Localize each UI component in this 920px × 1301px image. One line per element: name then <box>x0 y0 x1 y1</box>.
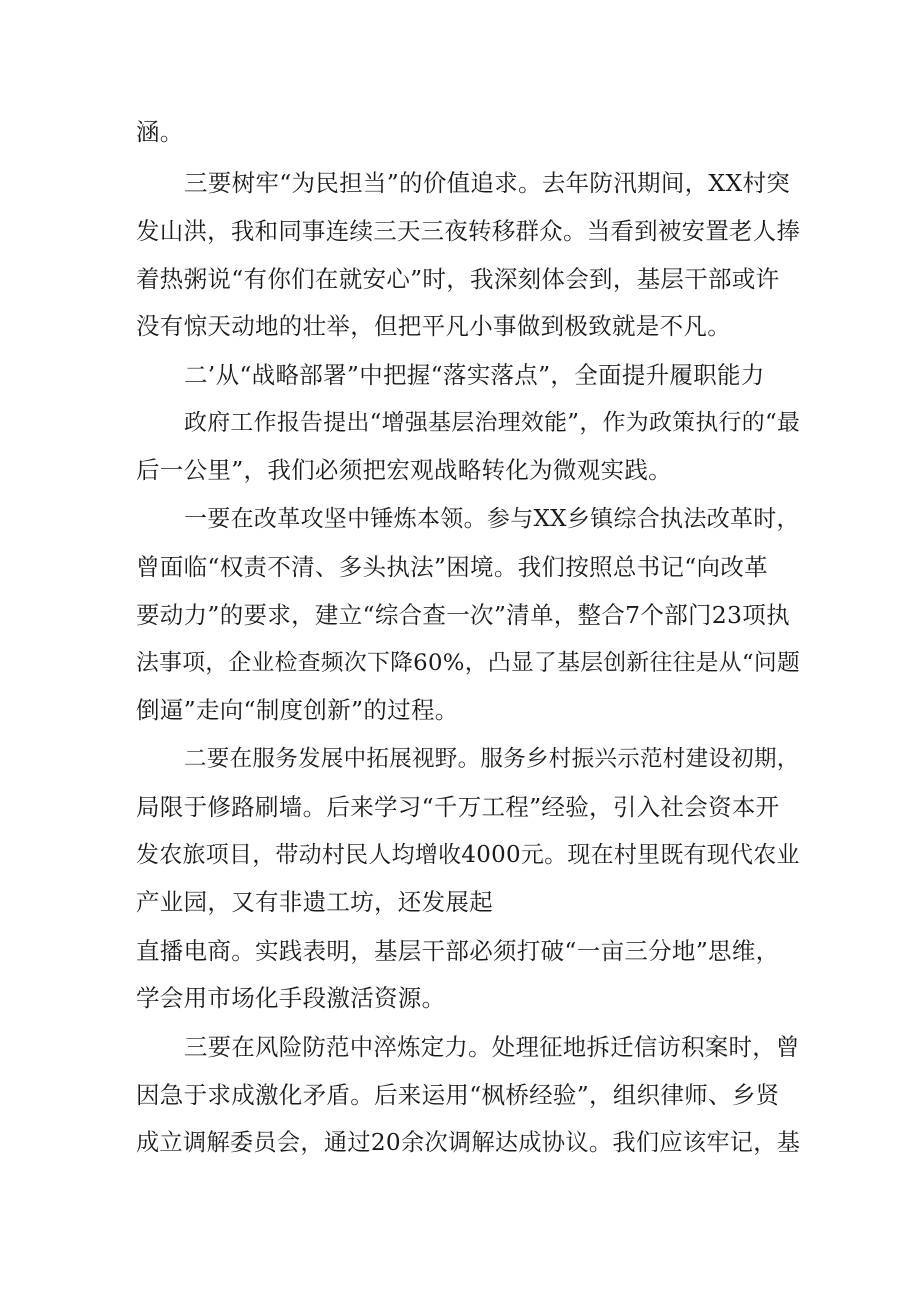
text-line: 后一公里”，我们必须把宏观战略转化为微观实践。 <box>136 456 672 484</box>
text-line: 成立调解委员会，通过20余次调解达成协议。我们应该牢记，基 <box>136 1129 801 1156</box>
text-line: 因急于求成激化矛盾。后来运用“枫桥经验”，组织律师、乡贤 <box>136 1081 780 1109</box>
text-line: 法事项，企业检查频次下降60%，凸显了基层创新往往是从“问题 <box>136 650 801 676</box>
text-line: 学会用市场化手段激活资源。 <box>136 984 446 1012</box>
text-line: 着热粥说“有你们在就安心”时，我深刻体会到，基层干部或许 <box>136 265 780 293</box>
text-line: 发山洪，我和同事连续三天三夜转移群众。当看到被安置老人捧 <box>136 217 801 245</box>
text-line: 政府工作报告提出“增强基层治理效能”，作为政策执行的“最 <box>184 410 801 436</box>
text-line: 直播电商。实践表明，基层干部必须打破“一亩三分地”思维， <box>136 937 780 965</box>
text-line: 产业园，又有非遗工坊，还发展起 <box>136 888 493 916</box>
text-line: 涵。 <box>136 118 184 146</box>
text-line: 局限于修路刷墙。后来学习“千万工程”经验，引入社会资本开 <box>136 793 780 821</box>
text-line: 二要在服务发展中拓展视野。服务乡村振兴示范村建设初期， <box>184 746 800 772</box>
text-line: 倒逼”走向“制度创新”的过程。 <box>136 696 459 724</box>
text-line: 三要树牢“为民担当”的价值追求。去年防汛期间，XX村突 <box>184 169 791 197</box>
text-line: 要动力”的要求，建立“综合查一次”清单，整合7个部门23项执 <box>136 601 790 629</box>
text-line: 曾面临“权责不清、多头执法”困境。我们按照总书记“向改革 <box>136 553 768 581</box>
text-line: 发农旅项目，带动村民人均增收4000元。现在村里既有现代农业 <box>136 842 800 868</box>
text-line: 一要在改革攻坚中锤炼本领。参与XX乡镇综合执法改革时， <box>184 506 800 532</box>
text-line: 没有惊天动地的壮举，但把平凡小事做到极致就是不凡。 <box>136 312 731 340</box>
section-heading: 二’从“战略部署”中把握“落实落点”，全面提升履职能力 <box>184 361 765 389</box>
text-line: 三要在风险防范中淬炼定力。处理征地拆迁信访积案时，曾 <box>184 1033 800 1061</box>
